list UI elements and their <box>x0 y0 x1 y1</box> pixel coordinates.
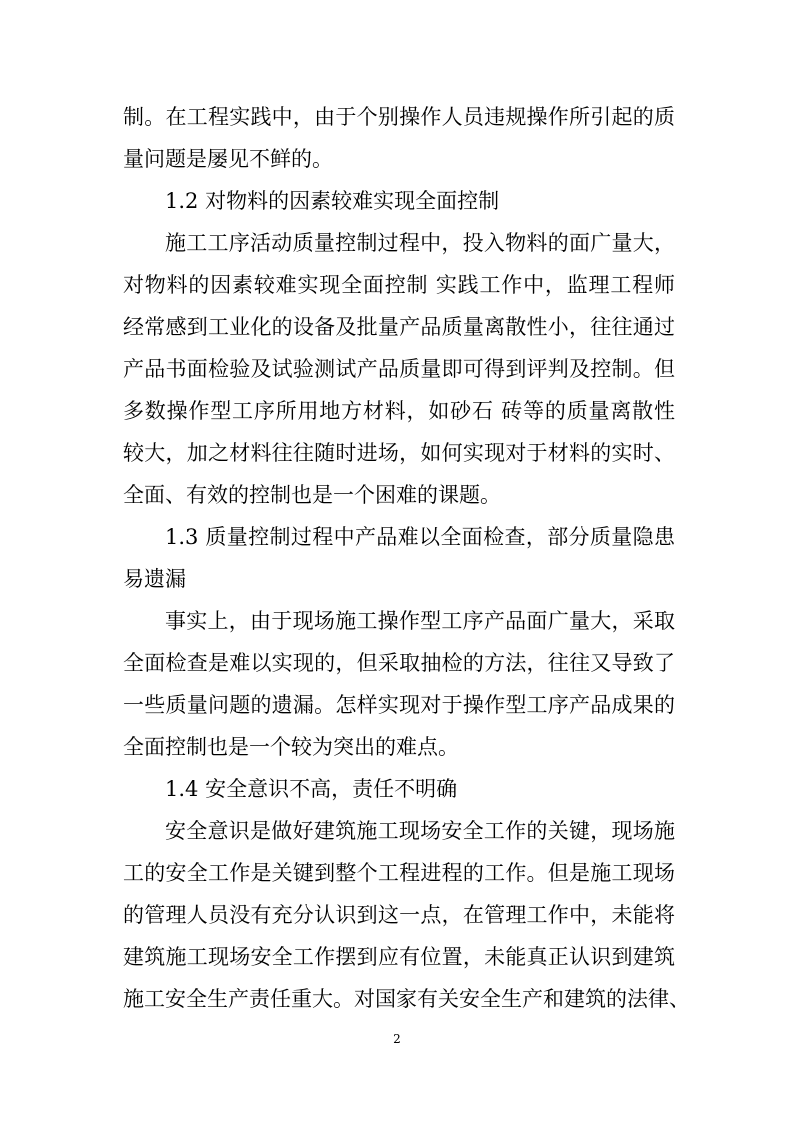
section-heading: 1.4 安全意识不高，责任不明确 <box>165 777 458 801</box>
page-number: 2 <box>393 1032 401 1046</box>
body-text-line: 制。在工程实践中，由于个别操作人员违规操作所引起的质 <box>123 105 675 129</box>
body-text-line: 一些质量问题的遗漏。怎样实现对于操作型工序产品成果的 <box>123 693 675 717</box>
body-text-line: 工的安全工作是关键到整个工程进程的工作。但是施工现场 <box>123 861 675 885</box>
body-text-line: 的管理人员没有充分认识到这一点，在管理工作中，未能将 <box>123 903 675 927</box>
body-text-line: 多数操作型工序所用地方材料，如砂石 砖等的质量离散性 <box>123 399 675 423</box>
section-heading: 易遗漏 <box>123 567 186 591</box>
body-text-line: 全面、有效的控制也是一个困难的课题。 <box>123 483 501 507</box>
body-text-line: 产品书面检验及试验测试产品质量即可得到评判及控制。但 <box>123 357 675 381</box>
body-text-line: 对物料的因素较难实现全面控制 实践工作中，监理工程师 <box>123 273 675 297</box>
body-text-line: 事实上，由于现场施工操作型工序产品面广量大，采取 <box>165 609 675 633</box>
body-text-line: 较大，加之材料往往随时进场，如何实现对于材料的实时、 <box>123 441 675 465</box>
body-text-line: 施工安全生产责任重大。对国家有关安全生产和建筑的法律、 <box>123 987 690 1011</box>
body-text-line: 量问题是屡见不鲜的。 <box>123 147 333 171</box>
body-text-line: 经常感到工业化的设备及批量产品质量离散性小，往往通过 <box>123 315 675 339</box>
section-heading: 1.3 质量控制过程中产品难以全面检查，部分质量隐患 <box>165 525 675 549</box>
body-text-line: 全面检查是难以实现的，但采取抽检的方法，往往又导致了 <box>123 651 675 675</box>
body-text-line: 建筑施工现场安全工作摆到应有位置，未能真正认识到建筑 <box>123 945 675 969</box>
body-text-line: 全面控制也是一个较为突出的难点。 <box>123 735 459 759</box>
body-text-line: 安全意识是做好建筑施工现场安全工作的关键，现场施 <box>165 819 675 843</box>
body-text-line: 施工工序活动质量控制过程中，投入物料的面广量大， <box>165 231 675 255</box>
section-heading: 1.2 对物料的因素较难实现全面控制 <box>165 189 500 213</box>
